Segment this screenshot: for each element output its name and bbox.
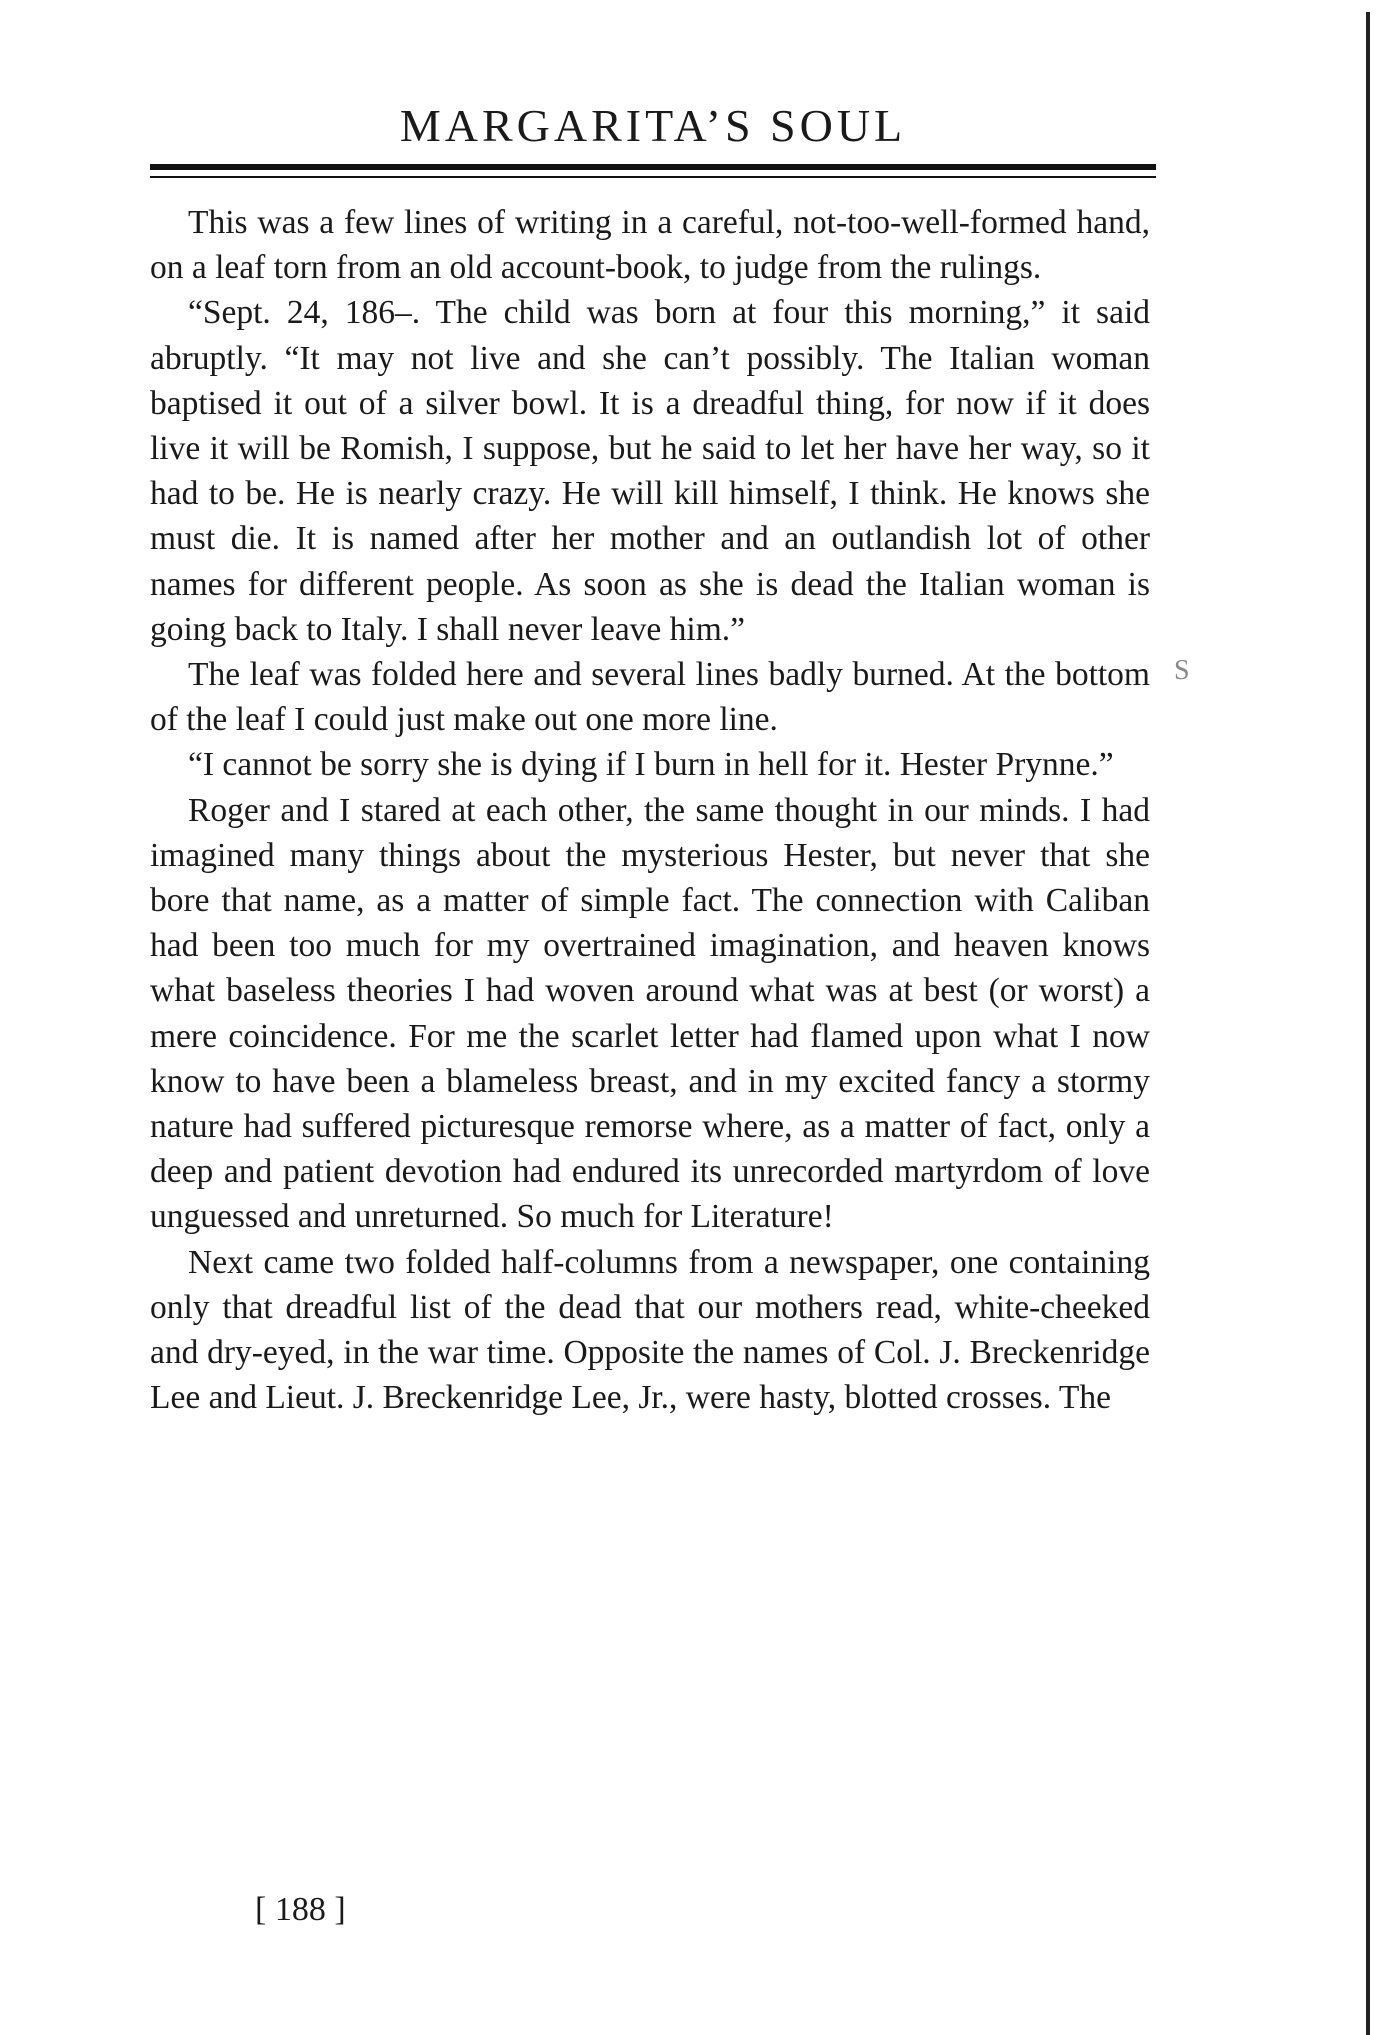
body-text [150,200,1150,1420]
margin-mark: S [1174,655,1190,686]
paragraph: “Sept. 24, 186–. The child was born at four this morning,” it said abruptly. “It may not live and she can’t possibly. The Italian woman baptised it out of a silver bowl. It is a dreadful thing, for now if it does live it will be Romish, I suppose, but he said to let her have her way, so it had to be. He is nearly crazy. He will kill himself, I think. He knows she must die. It is named after her mother and an outlandish lot of other names for different people. As soon as she is dead the Italian woman is going back to Italy. I shall never leave him.” [150,294,1150,648]
paragraph: “I cannot be sorry she is dying if I burn in hell for it. Hester Prynne.” [188,746,1114,784]
page-number: [ 188 ] [255,1891,346,1928]
paragraph: Roger and I stared at each other, the same thought in our minds. I had imagined many things about the mysterious Hester, but never that she bore that name, as a matter of simple fact. The connection with Caliban had been too much for my overtrained imagination, and heaven knows what baseless theories I had woven around what was at best (or worst) a mere coincidence. For me the scarlet letter had flamed upon what I now know to have been a blameless breast, and in my excited fancy a stormy nature had suffered picturesque remorse where, as a matter of fact, only a deep and patient devotion had endured its unrecorded martyrdom of love unguessed and unreturned. So much for Literature! [150,791,1150,1236]
paragraph: The leaf was folded here and several lines badly burned. At the bottom of the leaf I could just make out one more line. [150,656,1150,739]
header-rule-thin [150,176,1156,178]
gutter-edge [1366,12,1370,2035]
running-title: MARGARITA’S SOUL [399,100,907,151]
paragraph: Next came two folded half-columns from a newspaper, one containing only that dreadful list of the dead that our mothers read, white-cheeked and dry-eyed, in the war time. Opposite the names of Col. J. Breckenridge Lee and Lieut. J. Breckenridge Lee, Jr., were hasty, blotted crosses. The [150,1243,1150,1417]
paragraph: This was a few lines of writing in a careful, not-too-well-formed hand, on a leaf torn from an old account-book, to judge from the rulings. [150,204,1150,287]
header-rule-thick [150,164,1156,170]
